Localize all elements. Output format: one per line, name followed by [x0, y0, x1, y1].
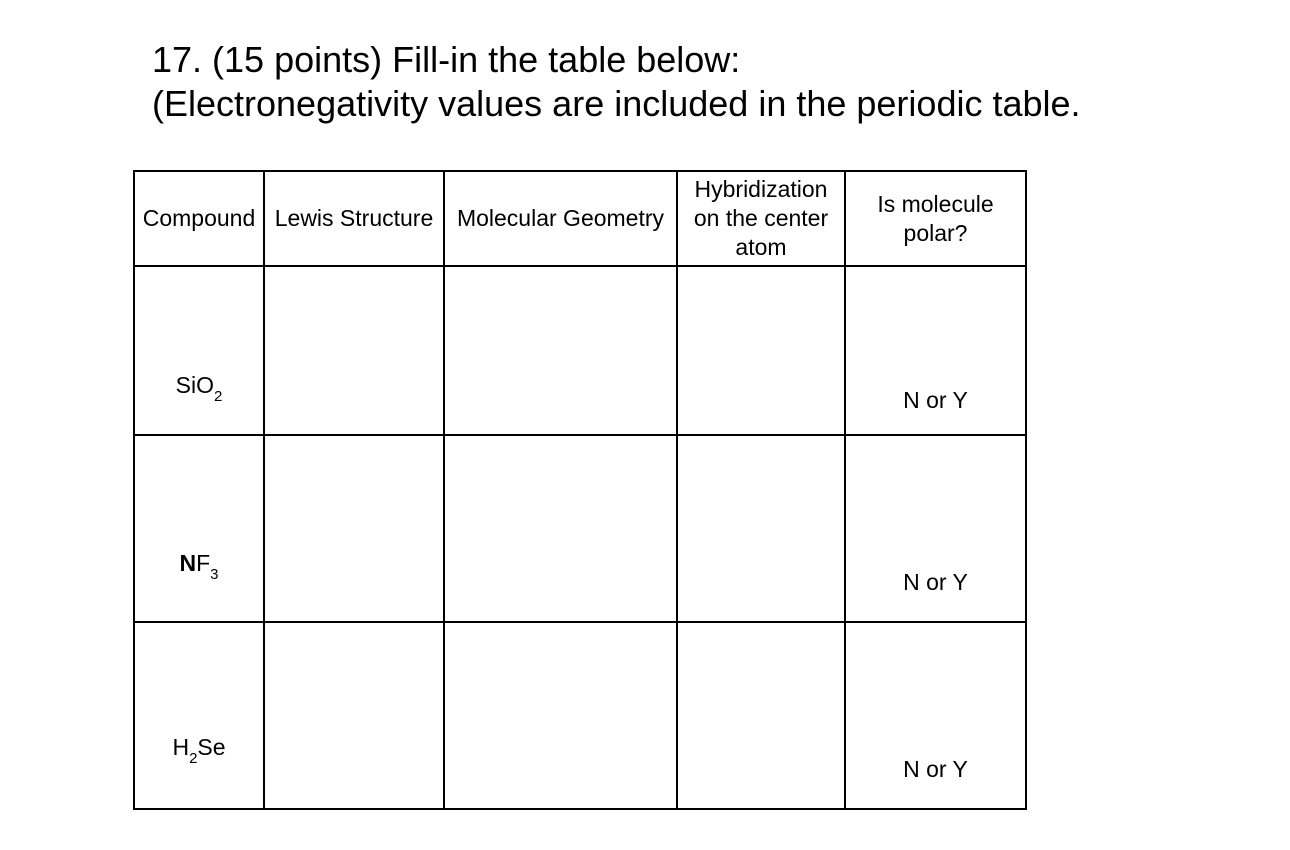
compound-text: Se — [197, 733, 226, 760]
compound-cell-sio2 — [134, 266, 264, 435]
table-header-row — [134, 171, 1026, 266]
table-row — [134, 435, 1026, 622]
molecular-geometry-answer-cell[interactable] — [444, 266, 677, 435]
compound-subscript: 2 — [189, 749, 198, 767]
compound-subscript: 2 — [214, 387, 223, 405]
compound-central-atom: N — [179, 549, 197, 576]
hybridization-answer-cell[interactable] — [677, 622, 845, 809]
compound-cell-h2se — [134, 622, 264, 809]
polar-answer-cell[interactable] — [845, 266, 1026, 435]
compound-cell-nf3 — [134, 435, 264, 622]
compound-text: SiO — [175, 371, 214, 398]
question-instruction: (Electronegativity values are included in the periodic table. — [152, 83, 1081, 124]
lewis-structure-answer-cell[interactable] — [264, 435, 444, 622]
polar-answer-cell[interactable] — [845, 622, 1026, 809]
compound-text: F — [196, 549, 211, 576]
compound-text: H — [172, 733, 190, 760]
molecular-geometry-answer-cell[interactable] — [444, 435, 677, 622]
compound-h2se — [135, 671, 263, 767]
polar-choice-text: N or Y — [903, 569, 968, 595]
table-row — [134, 622, 1026, 809]
hybridization-answer-cell[interactable] — [677, 266, 845, 435]
polar-answer-cell[interactable] — [845, 435, 1026, 622]
compound-sio2 — [135, 303, 263, 405]
compound-subscript: 3 — [210, 565, 219, 583]
molecular-geometry-answer-cell[interactable] — [444, 622, 677, 809]
lewis-structure-answer-cell[interactable] — [264, 622, 444, 809]
fill-in-table — [133, 170, 1027, 810]
polar-choice-text: N or Y — [903, 756, 968, 782]
lewis-structure-answer-cell[interactable] — [264, 266, 444, 435]
polar-choice-text: N or Y — [903, 387, 968, 413]
header-molecular-geometry: Molecular Geometry — [444, 171, 677, 266]
header-compound: Compound — [134, 171, 264, 266]
header-is-polar: Is molecule polar? — [845, 171, 1026, 266]
question-title: 17. (15 points) Fill-in the table below: — [152, 39, 741, 80]
header-lewis-structure: Lewis Structure — [264, 171, 444, 266]
hybridization-answer-cell[interactable] — [677, 435, 845, 622]
table-row — [134, 266, 1026, 435]
compound-nf3 — [135, 481, 263, 583]
header-hybridization: Hybridization on the center atom — [677, 171, 845, 266]
